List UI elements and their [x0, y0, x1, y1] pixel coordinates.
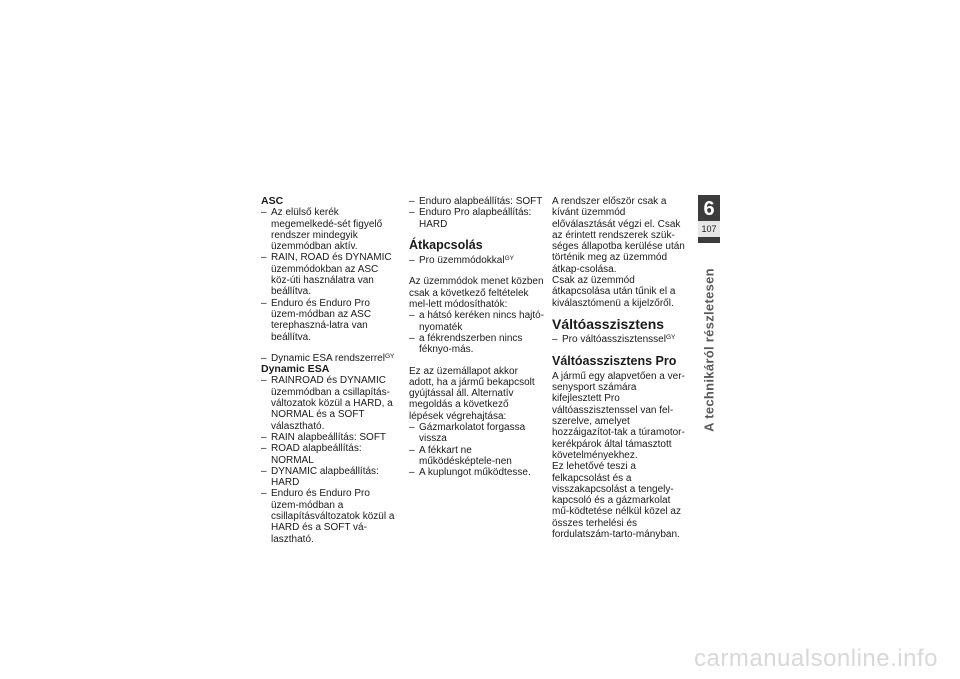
- steps-list: [409, 422, 545, 478]
- pro-description-paragraph: A jármű egy alapvetően a ver-senysport számára kifejlesztett Pro váltóasszisztenssel van fel-szerelve, amelyet hozzáigazítot-tak a túramotor-kerékpárok által támasztott követelményekhez.: [552, 370, 685, 461]
- list-item: – Gázmarkolatot forgassa vissza: [409, 422, 545, 445]
- valto-item-sup: GY: [665, 334, 676, 342]
- list-item: – ROAD alapbeállítás: NORMAL: [261, 443, 397, 466]
- esa-heading: Dynamic ESA: [261, 363, 330, 376]
- list-item: – RAIN, ROAD és DYNAMIC üzemmódokban az ASC köz-úti használatra van beállítva.: [261, 252, 397, 297]
- section-side-label: A technikáról részletesen: [701, 268, 717, 432]
- pro-item-text: Pro üzemmódokkal: [419, 255, 505, 267]
- column-2: [409, 196, 545, 479]
- menu-paragraph: Csak az üzemmód átkapcsolása után tűnik el a kiválasztómenü a kijelzőről.: [552, 275, 676, 309]
- list-item: – a hátsó keréken nincs hajtó-nyomaték: [409, 310, 545, 333]
- preselect-paragraph: A rendszer először csak a kívánt üzemmód előválasztását végzi el. Csak az érintett rendszerek szük-séges állapotba kerülése után történik meg az üzemmód átkap-csolása.: [552, 196, 685, 275]
- page-number: 107: [698, 221, 720, 237]
- asc-list: [261, 207, 397, 343]
- valtoasszisztens-heading: Váltóasszisztens: [552, 315, 665, 332]
- list-item: – RAIN alapbeállítás: SOFT: [261, 432, 397, 443]
- list-item: – A kuplungot működtesse.: [409, 467, 545, 478]
- esa-item-sup: GY: [384, 352, 395, 360]
- conditions-list: [409, 310, 545, 355]
- list-item: – Az elülső kerék megemelkedé-sét figyelő rendszer mindegyik üzemmódban aktív.: [261, 207, 397, 252]
- valto-option-list: [552, 334, 688, 345]
- list-item: [261, 353, 397, 364]
- esa-option-list: [261, 353, 397, 364]
- conditions-paragraph: Az üzemmódok menet közben csak a következő feltételek mel-lett módosíthatók:: [409, 276, 544, 311]
- pro-option-list: [409, 255, 545, 266]
- list-item: – a fékrendszerben nincs féknyo-más.: [409, 333, 545, 356]
- valto-item-text: Pro váltóasszisztenssel: [562, 334, 666, 346]
- list-item: – RAINROAD és DYNAMIC üzemmódban a csillapítás-változatok közül a HARD, a NORMAL és a SOFT választható.: [261, 375, 397, 431]
- chapter-tab: [698, 195, 720, 243]
- list-item: – Enduro és Enduro Pro üzem-módban a csillapításváltozatok közül a HARD és a SOFT vá-lasztható.: [261, 488, 397, 544]
- enduro-list: [409, 196, 545, 230]
- asc-heading: ASC: [261, 195, 284, 207]
- list-item: – DYNAMIC alapbeállítás: HARD: [261, 466, 397, 489]
- list-item: – Enduro alapbeállítás: SOFT: [409, 196, 545, 207]
- esa-item-text: Dynamic ESA rendszerrel: [271, 352, 385, 364]
- list-item: [409, 255, 545, 266]
- pro-item-sup: GY: [504, 255, 514, 263]
- shifting-paragraph: Ez lehetővé teszi a felkapcsolást és a visszakapcsolást a tengely-kapcsoló és a gázmarkolat mű-ködtetése nélkül közel az összes terhelési és fordulatszám-tarto-mányban.: [552, 461, 681, 541]
- column-3: [552, 196, 688, 540]
- list-item: – Enduro Pro alapbeállítás: HARD: [409, 207, 545, 230]
- valtoasszisztens-pro-heading: Váltóasszisztens Pro: [552, 353, 677, 368]
- list-item: – Enduro és Enduro Pro üzem-módban az ASC terephaszná-latra van beállítva.: [261, 298, 397, 343]
- list-item: – A fékkart ne működésképtele-nen: [409, 445, 545, 468]
- chapter-number: 6: [703, 198, 715, 220]
- esa-list: [261, 375, 397, 544]
- atkapcsolas-heading: Átkapcsolás: [409, 237, 483, 252]
- column-1: [261, 196, 397, 545]
- alternative-paragraph: Ez az üzemállapot akkor adott, ha a jármű bekapcsolt gyújtással áll. Alternatív megoldás a következő lépések végrehajtása:: [409, 365, 535, 422]
- watermark-text: carmanualsonline.info: [694, 645, 938, 672]
- list-item: [552, 334, 688, 345]
